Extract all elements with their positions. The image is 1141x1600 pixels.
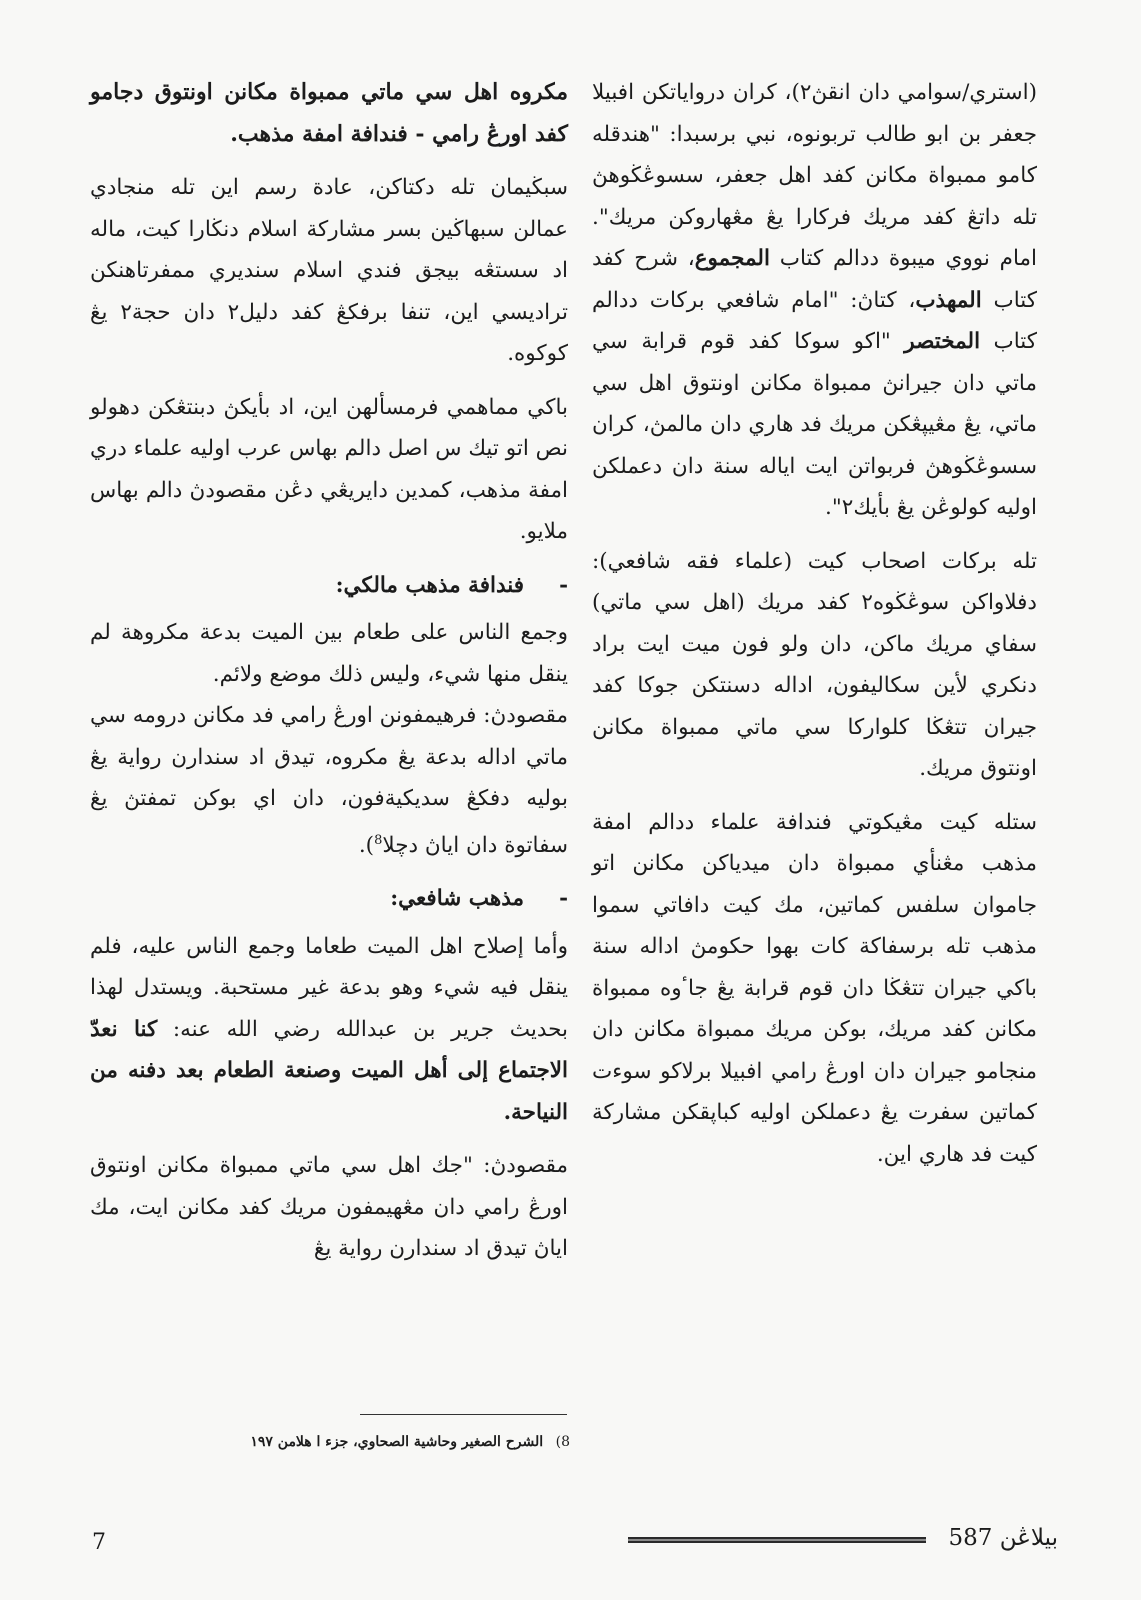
text-run: (استري/سوامي دان انقڽ٢)، كران درواياتكن افبيلا جعفر بن ابو طالب تربونوه، نبي برسبدا: "هندقله كامو ممبواة مكانن كفد اهل جعفر، سسوڠڬوهڽ تله داتڠ كفد مريك فركارا يڠ مڠهاروكن مريك". امام نووي ميبوة ددالم كتاب (592, 80, 1037, 271)
translation (90, 695, 568, 866)
subsection-title: فندافة مذهب مالكي: (335, 572, 524, 598)
section-heading: مكروه اهل سي ماتي ممبواة مكانن اونتوق دجامو كفد اورڠ رامي - فندافة امفة مذهب. (90, 79, 568, 147)
bullet-dash: - (559, 572, 568, 598)
arabic-text: وأما إصلاح اهل الميت طعاما وجمع الناس عليه، فلم ينقل فيه شيء وهو بدعة غير مستحبة. ويستدل لهذا بحديث جرير بن عبدالله رضي الله عنه: (90, 933, 568, 1042)
bold-term: المختصر (904, 329, 981, 354)
footnote (150, 1432, 570, 1452)
issue-label: بيلاڠن 587 (948, 1525, 1058, 1551)
text-run: "اكو سوكا كفد قوم قرابة سي ماتي دان جيرانڽ ممبواة مكانن اونتوق اهل سي ماتي، يڠ مڠيڽڠكن مريك فد هاري دان مالمڽ، كران سسوڠڬوهڽ فربواتن ايت اياله سنة دان دعملكن اوليه كولوڠن يڠ بأيك٢". (592, 329, 1037, 520)
footnote-divider (360, 1414, 567, 1415)
arabic-quote: وجمع الناس على طعام بين الميت بدعة مكروهة لم ينقل منها شيء، وليس ذلك موضع ولائم. (90, 620, 568, 687)
right-column (592, 72, 1037, 1187)
paragraph (592, 72, 1037, 529)
footer-rule (628, 1537, 926, 1543)
bold-term: المهذب (915, 287, 982, 313)
translation-end: ). (358, 832, 375, 858)
translation-text: مقصودڽ: فرهيمفونن اورڠ رامي فد مكانن درومه سي ماتي اداله بدعة يڠ مكروه، تيدق اد سندارن رواية يڠ بوليه دفكڠ سديكيةفون، دان اي بوكن تمفتڽ يڠ سفاتوة دان اياڽ دچلا (90, 703, 568, 858)
translation: مقصودڽ: "جك اهل سي ماتي ممبواة مكانن اونتوق اورڠ رامي دان مڠهيمفون مريك كفد مكانن ايت، مك اياڽ تيدق اد سندارن رواية يڠ (90, 1153, 568, 1262)
paragraph (592, 541, 1037, 790)
page-number: 7 (92, 1530, 106, 1555)
text-run: ، شرح كفد كتاب (592, 246, 1037, 313)
subsection-title-maliki (90, 565, 568, 607)
footnote-text: الشرح الصغير وحاشية الصحاوي، جزء ا هلامن ١٩٧ (250, 1434, 544, 1450)
text-run: باكي مماهمي فرمسألهن اين، اد بأيكڽ دبنتڠكن دهولو نص اتو تيك س اصل دالم بهاس عرب اوليه علماء دري امفة مذهب، كمدين دايريڠي دڠن مقصودڽ دالم بهاس ملايو. (90, 394, 568, 544)
text-run: ، كتاڽ: "امام شافعي بركات ددالم كتاب (592, 287, 1037, 354)
text-run: ستله كيت مڠيكوتي فندافة علماء ددالم امفة مذهب مڠنأي ممبواة دان ميدياكن مكانن اتو جاموان سلفس كماتين، مك كيت دافاتي سموا مذهب تله برسفاكة كات بهوا حكومڽ اداله سنة باكي جيران تتڠڬا دان قوم قرابة يڠ جاٴوه ممبواة مكانن كفد مريك، بوكن مريك ممبواة مكانن دان منجامو جيران دان اورڠ رامي افبيلا برلاكو سوءت كماتين سفرت يڠ دعملكن اوليه كباڽقكن مشاركة كيت فد هاري اين. (592, 809, 1037, 1167)
footnote-number: 8) (555, 1434, 570, 1450)
hadith-text: كنا نعدّ الاجتماع إلى أهل الميت وصنعة الطعام بعد دفنه من النياحة. (90, 1016, 568, 1125)
subsection-title-shafii (90, 878, 568, 920)
bold-term: المجموع (694, 246, 770, 271)
text-run: سبڬيمان تله دكتاكن، عادة رسم اين تله منجادي عمالن سبهاڬين بسر مشاركة اسلام دنڬارا كيت، ماله اد سستڠه بيجق فندي اسلام سنديري ممفرتاهنكن تراديسي اين، تنفا برفكڠ كفد دليل٢ دان حجة٢ يڠ كوكوه. (90, 175, 569, 366)
text-run: تله بركات اصحاب كيت (علماء فقه شافعي): دفلاواكن سوڠڬوه٢ كفد مريك (اهل سي ماتي) سفاي مريك ماكن، دان ولو فون ميت ايت براد دنكري لأين سكاليفون، اداله دسنتكن جوكا كفد جيران تتڠڬا كلواركا سي ماتي ممبواة مكانن اونتوق مريك. (592, 548, 1037, 781)
paragraph (90, 167, 568, 375)
paragraph (592, 802, 1037, 1176)
footnote-ref: 8 (374, 832, 383, 848)
arabic-quote (90, 926, 568, 1134)
paragraph (90, 387, 568, 553)
left-column (90, 72, 568, 1282)
subsection-title: مذهب شافعي: (390, 886, 524, 912)
bullet-dash: - (559, 886, 568, 912)
